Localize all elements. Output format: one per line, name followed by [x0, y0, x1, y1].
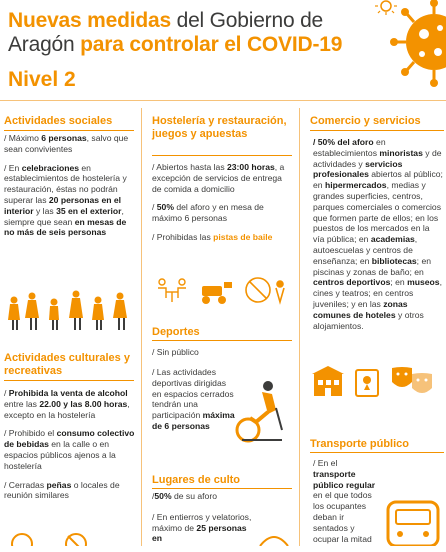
section-rule-culto: [152, 488, 292, 489]
title-text-1: del Gobierno de: [170, 9, 324, 32]
section-rule-sociales: [4, 130, 134, 131]
paragraph: / Prohibido el consumo colectivo de bebidas en la calle o en espacios públicos ajenos a la hostelería: [4, 428, 135, 471]
worship-icon: [254, 528, 294, 546]
header-divider: [0, 100, 446, 101]
section-body-sociales: [4, 133, 138, 246]
section-title-transporte: Transporte público: [310, 438, 410, 450]
section-rule-deportes: [152, 340, 292, 341]
column-divider-1: [141, 108, 142, 546]
section-title-sociales: Actividades sociales: [4, 115, 113, 127]
spinning-cyclist-illustration: [232, 378, 292, 444]
title-highlight-1: Nuevas medidas: [8, 9, 171, 32]
title-line-2: [8, 34, 342, 56]
title-highlight-2: para controlar el COVID-19: [80, 33, 343, 56]
section-body-hosteleria: [152, 162, 292, 251]
paragraph: / 50% del aforo en establecimientos minoristas y de actividades y servicios profesionales abiertos al público; en hipermercados, medias y grandes superficies, centros, parques comerciales o comercios que formen parte de ellos; en los puestos de los mercados en la vía pública; en academias, autoescuelas y centros de enseñanza; en bibliotecas; en piscinas y zonas de baño; en centros deportivos; en museos, cines y teatros; en centros juveniles; y en las zonas comunes de hoteles y otros alojamientos.: [313, 137, 443, 331]
paragraph: / 50% del aforo y en mesa de máximo 6 personas: [152, 202, 264, 224]
section-title-culturales: Actividades culturales y recreativas: [4, 352, 130, 377]
paragraph: / Abiertos hasta las 23:00 horas, a excepción de servicios de entrega de comida a domicilio: [152, 162, 285, 194]
paragraph: / Cerradas peñas o locales de reunión similares: [4, 479, 120, 501]
section-title-deportes: Deportes: [152, 326, 200, 338]
hosteleria-icons: [152, 272, 292, 310]
section-body-deportes: [152, 347, 292, 366]
column-divider-2: [299, 108, 300, 546]
section-rule-culturales: [4, 380, 134, 381]
paragraph: / En celebraciones en establecimientos de hostelería y restauración, éstas no podrán superar las 20 personas en el interior y las 35 en el exterior, siempre que sean en mesas de no más de seis personas: [4, 162, 127, 238]
section-rule-comercio: [310, 130, 444, 131]
section-title-hosteleria: Hostelería y restauración, juegos y apuestas: [152, 115, 287, 140]
paragraph: /50% de su aforo: [152, 491, 217, 501]
section-body-deportes-2: [152, 367, 236, 440]
paragraph: / Prohibidas las pistas de baile: [152, 231, 273, 242]
section-body-culturales: [4, 388, 138, 509]
section-rule-hosteleria: [152, 155, 292, 156]
virus-large-icon: [378, 0, 446, 100]
bus-icon: [382, 498, 444, 546]
section-title-culto: Lugares de culto: [152, 474, 241, 486]
drinks-prohibited-icon: [6, 530, 136, 546]
commerce-icons: [312, 364, 442, 400]
party-illustration: [4, 284, 136, 334]
title-line-1: [8, 10, 323, 32]
section-body-transporte: [313, 458, 379, 552]
paragraph: / Prohibida la venta de alcohol entre las 22.00 y las 8.00 horas, excepto en la hostelería: [4, 388, 130, 420]
paragraph: / En entierros y velatorios, máximo de 25 personas en: [152, 511, 252, 544]
paragraph: / Sin público: [152, 347, 199, 357]
section-title-comercio: Comercio y servicios: [310, 115, 421, 127]
paragraph: / Las actividades deportivas dirigidas en espacios cerrados tendrán una participación máxima de 6 personas: [152, 367, 235, 431]
paragraph: / Máximo 6 personas, salvo que sean convivientes: [4, 133, 129, 154]
section-rule-transporte: [310, 452, 444, 453]
paragraph: / En el transporte público regular en el que todos los ocupantes deban ir sentados y ocupar la mitad: [313, 458, 376, 544]
section-body-comercio: [313, 137, 443, 339]
title-text-2: Aragón: [8, 33, 81, 56]
level-title: Nivel 2: [8, 68, 76, 91]
